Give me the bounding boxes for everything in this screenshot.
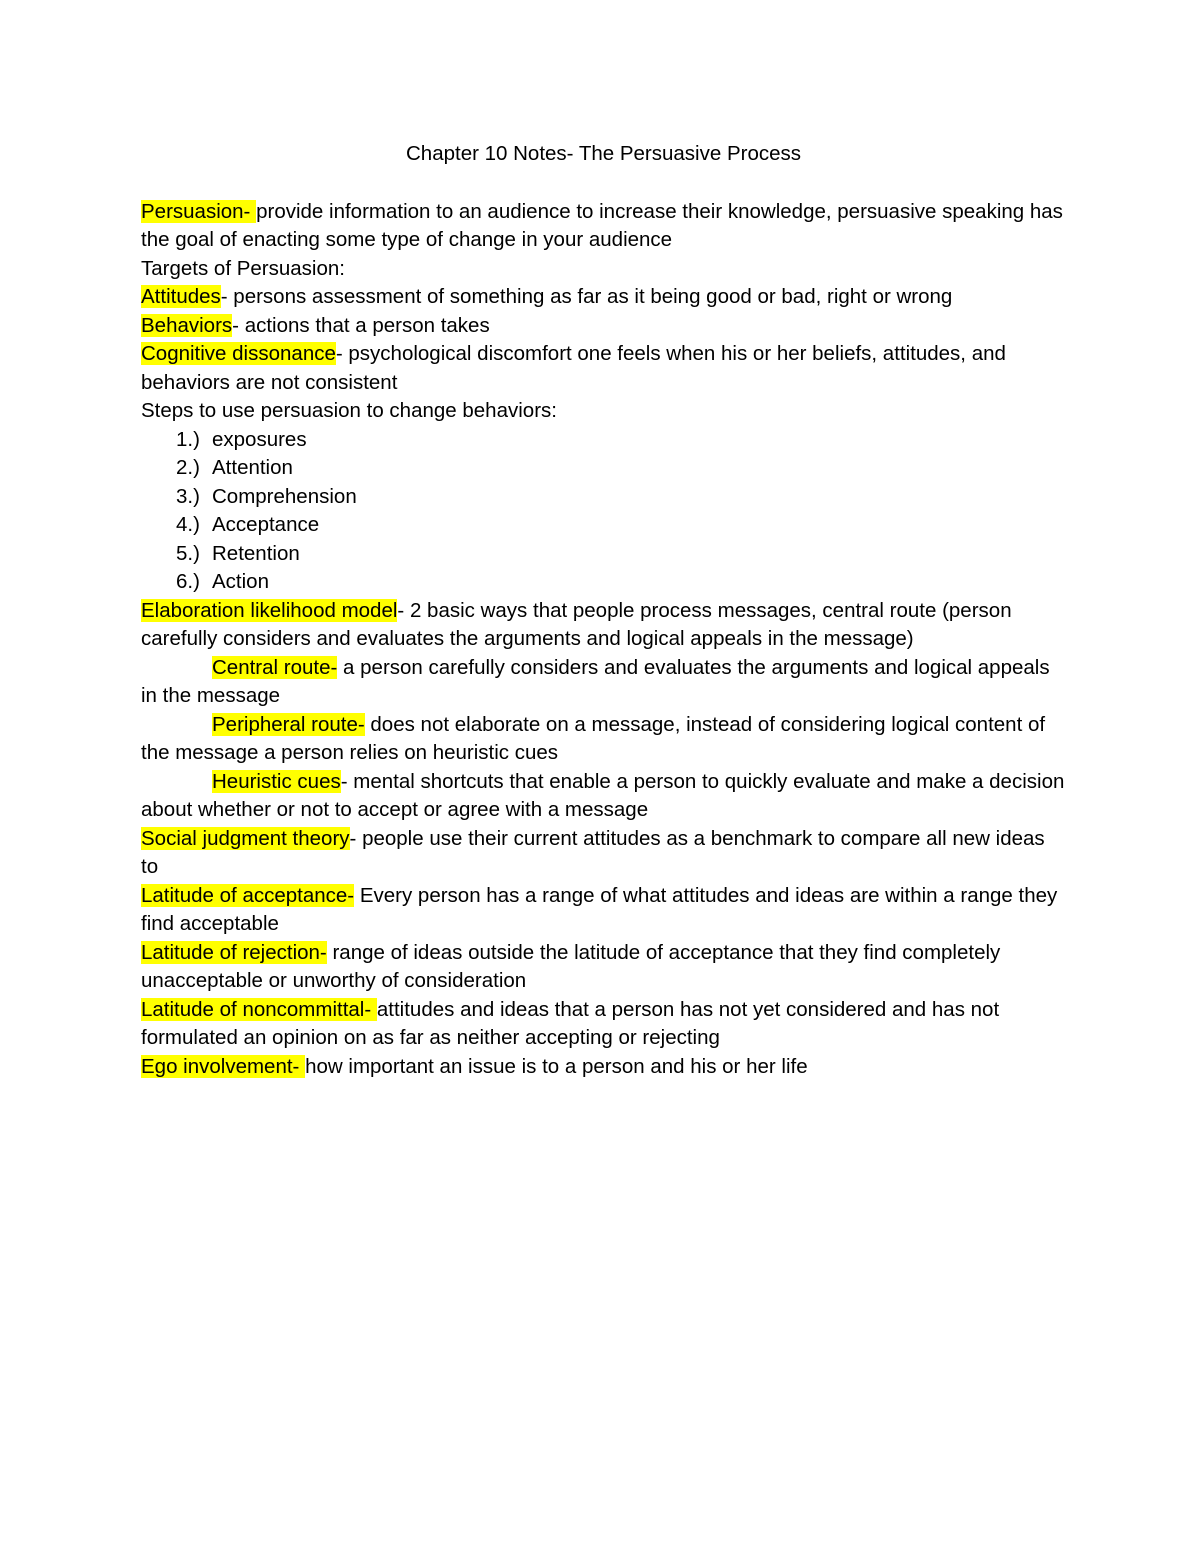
definition-cognitive-dissonance	[141, 340, 1066, 397]
term-social-judgment-theory: Social judgment theory	[141, 826, 350, 850]
step-label: Comprehension	[212, 484, 357, 508]
term-persuasion: Persuasion-	[141, 199, 257, 223]
definition-social-judgment-theory	[141, 825, 1066, 882]
definition-latitude-of-rejection	[141, 939, 1066, 996]
term-attitudes: Attitudes	[141, 285, 221, 308]
steps-list	[141, 426, 1066, 597]
list-item	[176, 540, 1066, 569]
definition-text: does not elaborate on a message, instead of considering logical content of the message a person relies on heuristic cues	[141, 712, 1046, 764]
page-title: Chapter 10 Notes- The Persuasive Process	[405, 142, 801, 165]
term-latitude-of-noncommittal: Latitude of noncommittal-	[141, 997, 377, 1021]
step-label: Attention	[212, 456, 293, 479]
targets-heading: Targets of Persuasion:	[141, 256, 345, 280]
step-number: 2.)	[176, 456, 200, 479]
list-item	[176, 426, 1066, 455]
term-central-route: Central route-	[212, 655, 338, 679]
step-label: Acceptance	[212, 513, 320, 536]
definition-latitude-of-noncommittal	[141, 996, 1066, 1053]
term-behaviors: Behaviors	[141, 313, 233, 337]
notes-content	[141, 140, 1066, 1081]
step-label: Action	[212, 570, 269, 593]
term-ego-involvement: Ego involvement-	[141, 1054, 306, 1078]
step-number: 3.)	[176, 484, 200, 508]
list-item	[176, 483, 1066, 512]
definition-attitudes	[141, 283, 1066, 312]
term-cognitive-dissonance: Cognitive dissonance	[141, 342, 336, 365]
definition-text: - 2 basic ways that people process messages, central route (person carefully considers and evaluates the arguments and logical appeals in the message)	[141, 598, 1012, 650]
definition-elaboration-likelihood-model	[141, 597, 1066, 654]
step-label: exposures	[212, 427, 307, 451]
step-number: 6.)	[176, 570, 200, 593]
definition-text: - mental shortcuts that enable a person to quickly evaluate and make a decision about whether or not to accept or agree with a message	[141, 769, 1065, 821]
steps-heading: Steps to use persuasion to change behaviors:	[141, 399, 557, 422]
definition-latitude-of-acceptance	[141, 882, 1066, 939]
definition-persuasion	[141, 198, 1066, 255]
definition-text: - psychological discomfort one feels when his or her beliefs, attitudes, and behaviors are not consistent	[141, 342, 1006, 394]
step-label: Retention	[212, 541, 300, 565]
definition-text: - persons assessment of something as far as it being good or bad, right or wrong	[220, 285, 953, 308]
term-heuristic-cues: Heuristic cues	[212, 769, 341, 793]
term-latitude-of-acceptance: Latitude of acceptance-	[141, 883, 355, 907]
definition-text: how important an issue is to a person and his or her life	[305, 1054, 808, 1078]
definition-text: a person carefully considers and evaluates the arguments and logical appeals in the message	[141, 655, 1050, 707]
definition-text: - actions that a person takes	[232, 313, 490, 337]
definition-behaviors	[141, 312, 1066, 341]
definition-ego-involvement	[141, 1053, 1066, 1082]
definition-central-route	[141, 654, 1066, 711]
definition-text: - people use their current attitudes as a benchmark to compare all new ideas to	[141, 826, 1045, 878]
definition-text: range of ideas outside the latitude of acceptance that they find completely unacceptable or unworthy of consideration	[141, 940, 1001, 992]
step-number: 1.)	[176, 427, 200, 451]
term-peripheral-route: Peripheral route-	[212, 712, 365, 736]
definition-heuristic-cues	[141, 768, 1066, 825]
list-item	[176, 454, 1066, 483]
definition-text: Every person has a range of what attitudes and ideas are within a range they find acceptable	[141, 883, 1058, 935]
term-latitude-of-rejection: Latitude of rejection-	[141, 940, 327, 964]
list-item	[176, 511, 1066, 540]
definition-text: attitudes and ideas that a person has not yet considered and has not formulated an opinion on as far as neither accepting or rejecting	[141, 997, 1000, 1049]
step-number: 4.)	[176, 513, 200, 536]
definition-peripheral-route	[141, 711, 1066, 768]
term-elaboration-likelihood-model: Elaboration likelihood model	[141, 598, 398, 622]
step-number: 5.)	[176, 541, 200, 565]
definition-text: provide information to an audience to increase their knowledge, persuasive speaking has the goal of enacting some type of change in your audience	[141, 199, 1063, 251]
list-item	[176, 568, 1066, 597]
